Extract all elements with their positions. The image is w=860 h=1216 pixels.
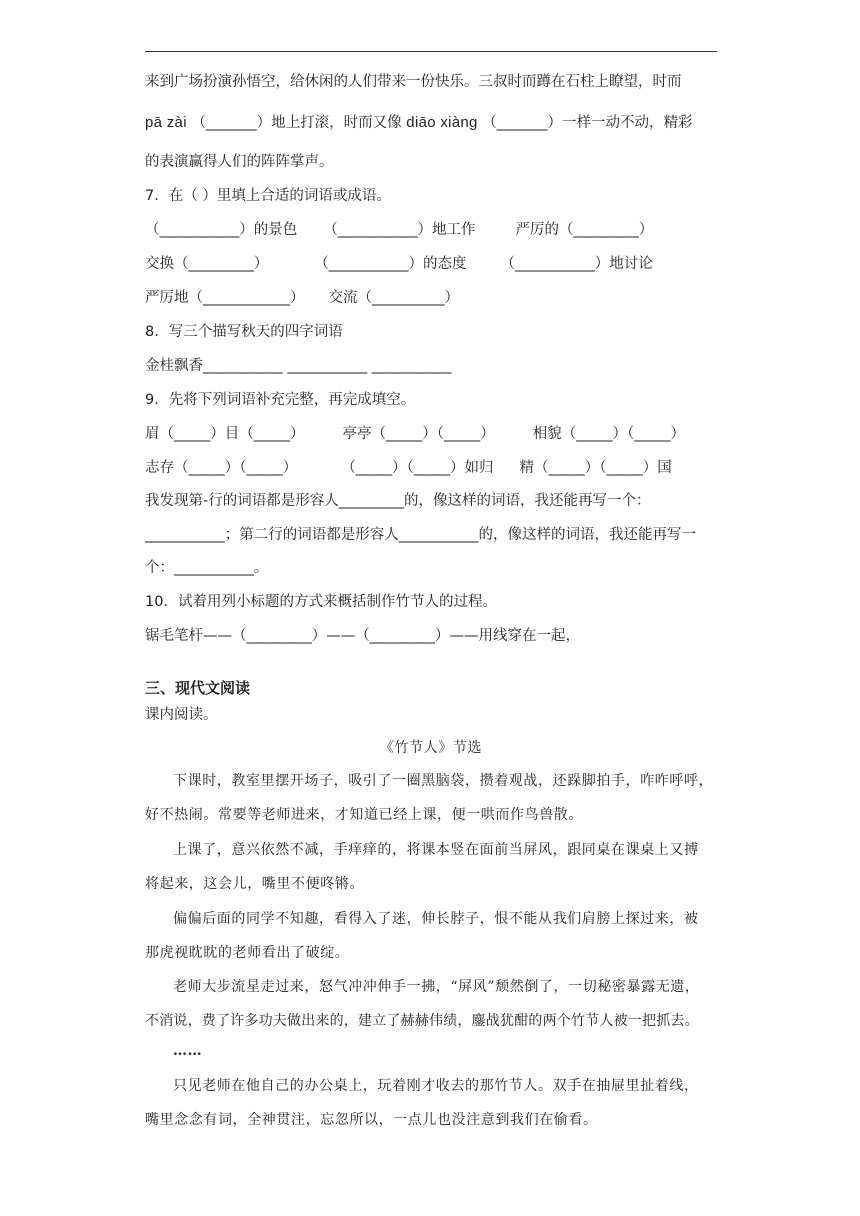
question-8: 8．写三个描写秋天的四字词语 <box>145 324 343 340</box>
passage-line-1: 来到广场扮演孙悟空，给休闲的人们带来一份快乐。三叔时而蹲在石柱上瞭望，时而 <box>145 74 682 90</box>
q7-row-1 <box>145 220 653 240</box>
q9-sentence-2: ___________；第二行的词语都是形容人___________的，像这样的词语，我还能再写一 <box>145 527 696 543</box>
q7-item: （___________）的景色 <box>145 222 298 238</box>
excerpt-title: 《竹节人》节选 <box>379 740 483 756</box>
q7-item: 严厉的（_________） <box>515 222 654 238</box>
paragraph-2-line-1: 上课了，意兴依然不减，手痒痒的，将课本竖在面前当屏风，跟同桌在课桌上又搏 <box>173 842 699 858</box>
paragraph-1-line-2: 好不热闹。常要等老师进来，才知道已经上课，便一哄而作鸟兽散。 <box>145 807 583 823</box>
q7-row-2 <box>145 254 653 274</box>
section-heading: 三、现代文阅读 <box>145 679 251 697</box>
pinyin-diaoxiang: diāo xiàng <box>406 114 478 131</box>
q9-row-2 <box>145 458 672 478</box>
paragraph-4-line-1: 老师大步流星走过来，怒气冲冲伸手一拂，“屏风”颓然倒了，一切秘密暴露无遗， <box>173 979 700 995</box>
paragraph-1-line-1: 下课时，教室里摆开场子，吸引了一圈黑脑袋，攒着观战，还跺脚拍手，咋咋呼呼， <box>173 773 714 789</box>
q7-item: 交流（__________） <box>328 290 459 306</box>
q9-row-1 <box>145 424 685 444</box>
paragraph-3-line-2: 那虎视眈眈的老师看出了破绽。 <box>145 945 350 961</box>
passage-line-2 <box>145 113 693 133</box>
q8-answer-line: 金桂飘香___________ ___________ ___________ <box>145 358 452 374</box>
q9-item: 精（_____）（_____）国 <box>519 460 672 476</box>
q7-item: 交换（_________） <box>145 256 269 272</box>
question-7: 7．在（ ）里填上合适的词语或成语。 <box>145 188 391 204</box>
section-subheading: 课内阅读。 <box>145 707 218 723</box>
q7-item: （___________）地工作 <box>323 222 476 238</box>
header-rule <box>145 51 717 52</box>
q7-item: 严厉地（____________） <box>145 290 305 306</box>
paragraph-2-line-2: 将起来，这会儿，嘴里不便咚锵。 <box>145 876 364 892</box>
paragraph-5-line-1: 只见老师在他自己的办公桌上，玩着刚才收去的那竹节人。双手在抽屉里扯着线， <box>173 1078 699 1094</box>
q9-item: 眉（_____）目（_____） <box>145 426 305 442</box>
q7-item: （___________）地讨论 <box>500 256 653 272</box>
ellipsis: …… <box>173 1043 203 1059</box>
q10-answer-line: 锯毛笔杆——（_________）——（_________）——用线穿在一起， <box>145 628 580 644</box>
paragraph-5-line-2: 嘴里念念有词，全神贯注，忘忽所以，一点儿也没注意到我们在偷看。 <box>145 1112 598 1128</box>
q7-row-3 <box>145 288 459 308</box>
paragraph-4-line-2: 不消说，费了许多功夫做出来的，建立了赫赫伟绩，鏖战犹酣的两个竹节人被一把抓去。 <box>145 1013 699 1029</box>
q9-item: 相貌（_____）（_____） <box>532 426 685 442</box>
q9-item: （_____）（_____）如归 <box>341 460 494 476</box>
q7-item: （___________）的态度 <box>314 256 467 272</box>
q9-sentence-1: 我发现第-行的词语都是形容人_________的，像这样的词语，我还能再写一个： <box>145 493 651 509</box>
question-9: 9．先将下列词语补充完整，再完成填空。 <box>145 392 416 408</box>
pinyin-pazai: pā zài <box>145 114 187 131</box>
q9-sentence-3: 个：___________。 <box>145 560 269 576</box>
blank-pazai: （_______）地上打滚，时而又像 <box>191 115 402 131</box>
q9-item: 志存（_____）（_____） <box>145 460 298 476</box>
passage-line-3: 的表演赢得人们的阵阵掌声。 <box>145 154 334 170</box>
q9-item: 亭亭（_____）（_____） <box>342 426 495 442</box>
question-10: 10．试着用列小标题的方式来概括制作竹节人的过程。 <box>145 594 497 610</box>
paragraph-3-line-1: 偏偏后面的同学不知趣，看得入了迷，伸长脖子，恨不能从我们肩膀上探过来，被 <box>173 911 699 927</box>
blank-diaoxiang: （_______）一样一动不动，精彩 <box>482 115 693 131</box>
